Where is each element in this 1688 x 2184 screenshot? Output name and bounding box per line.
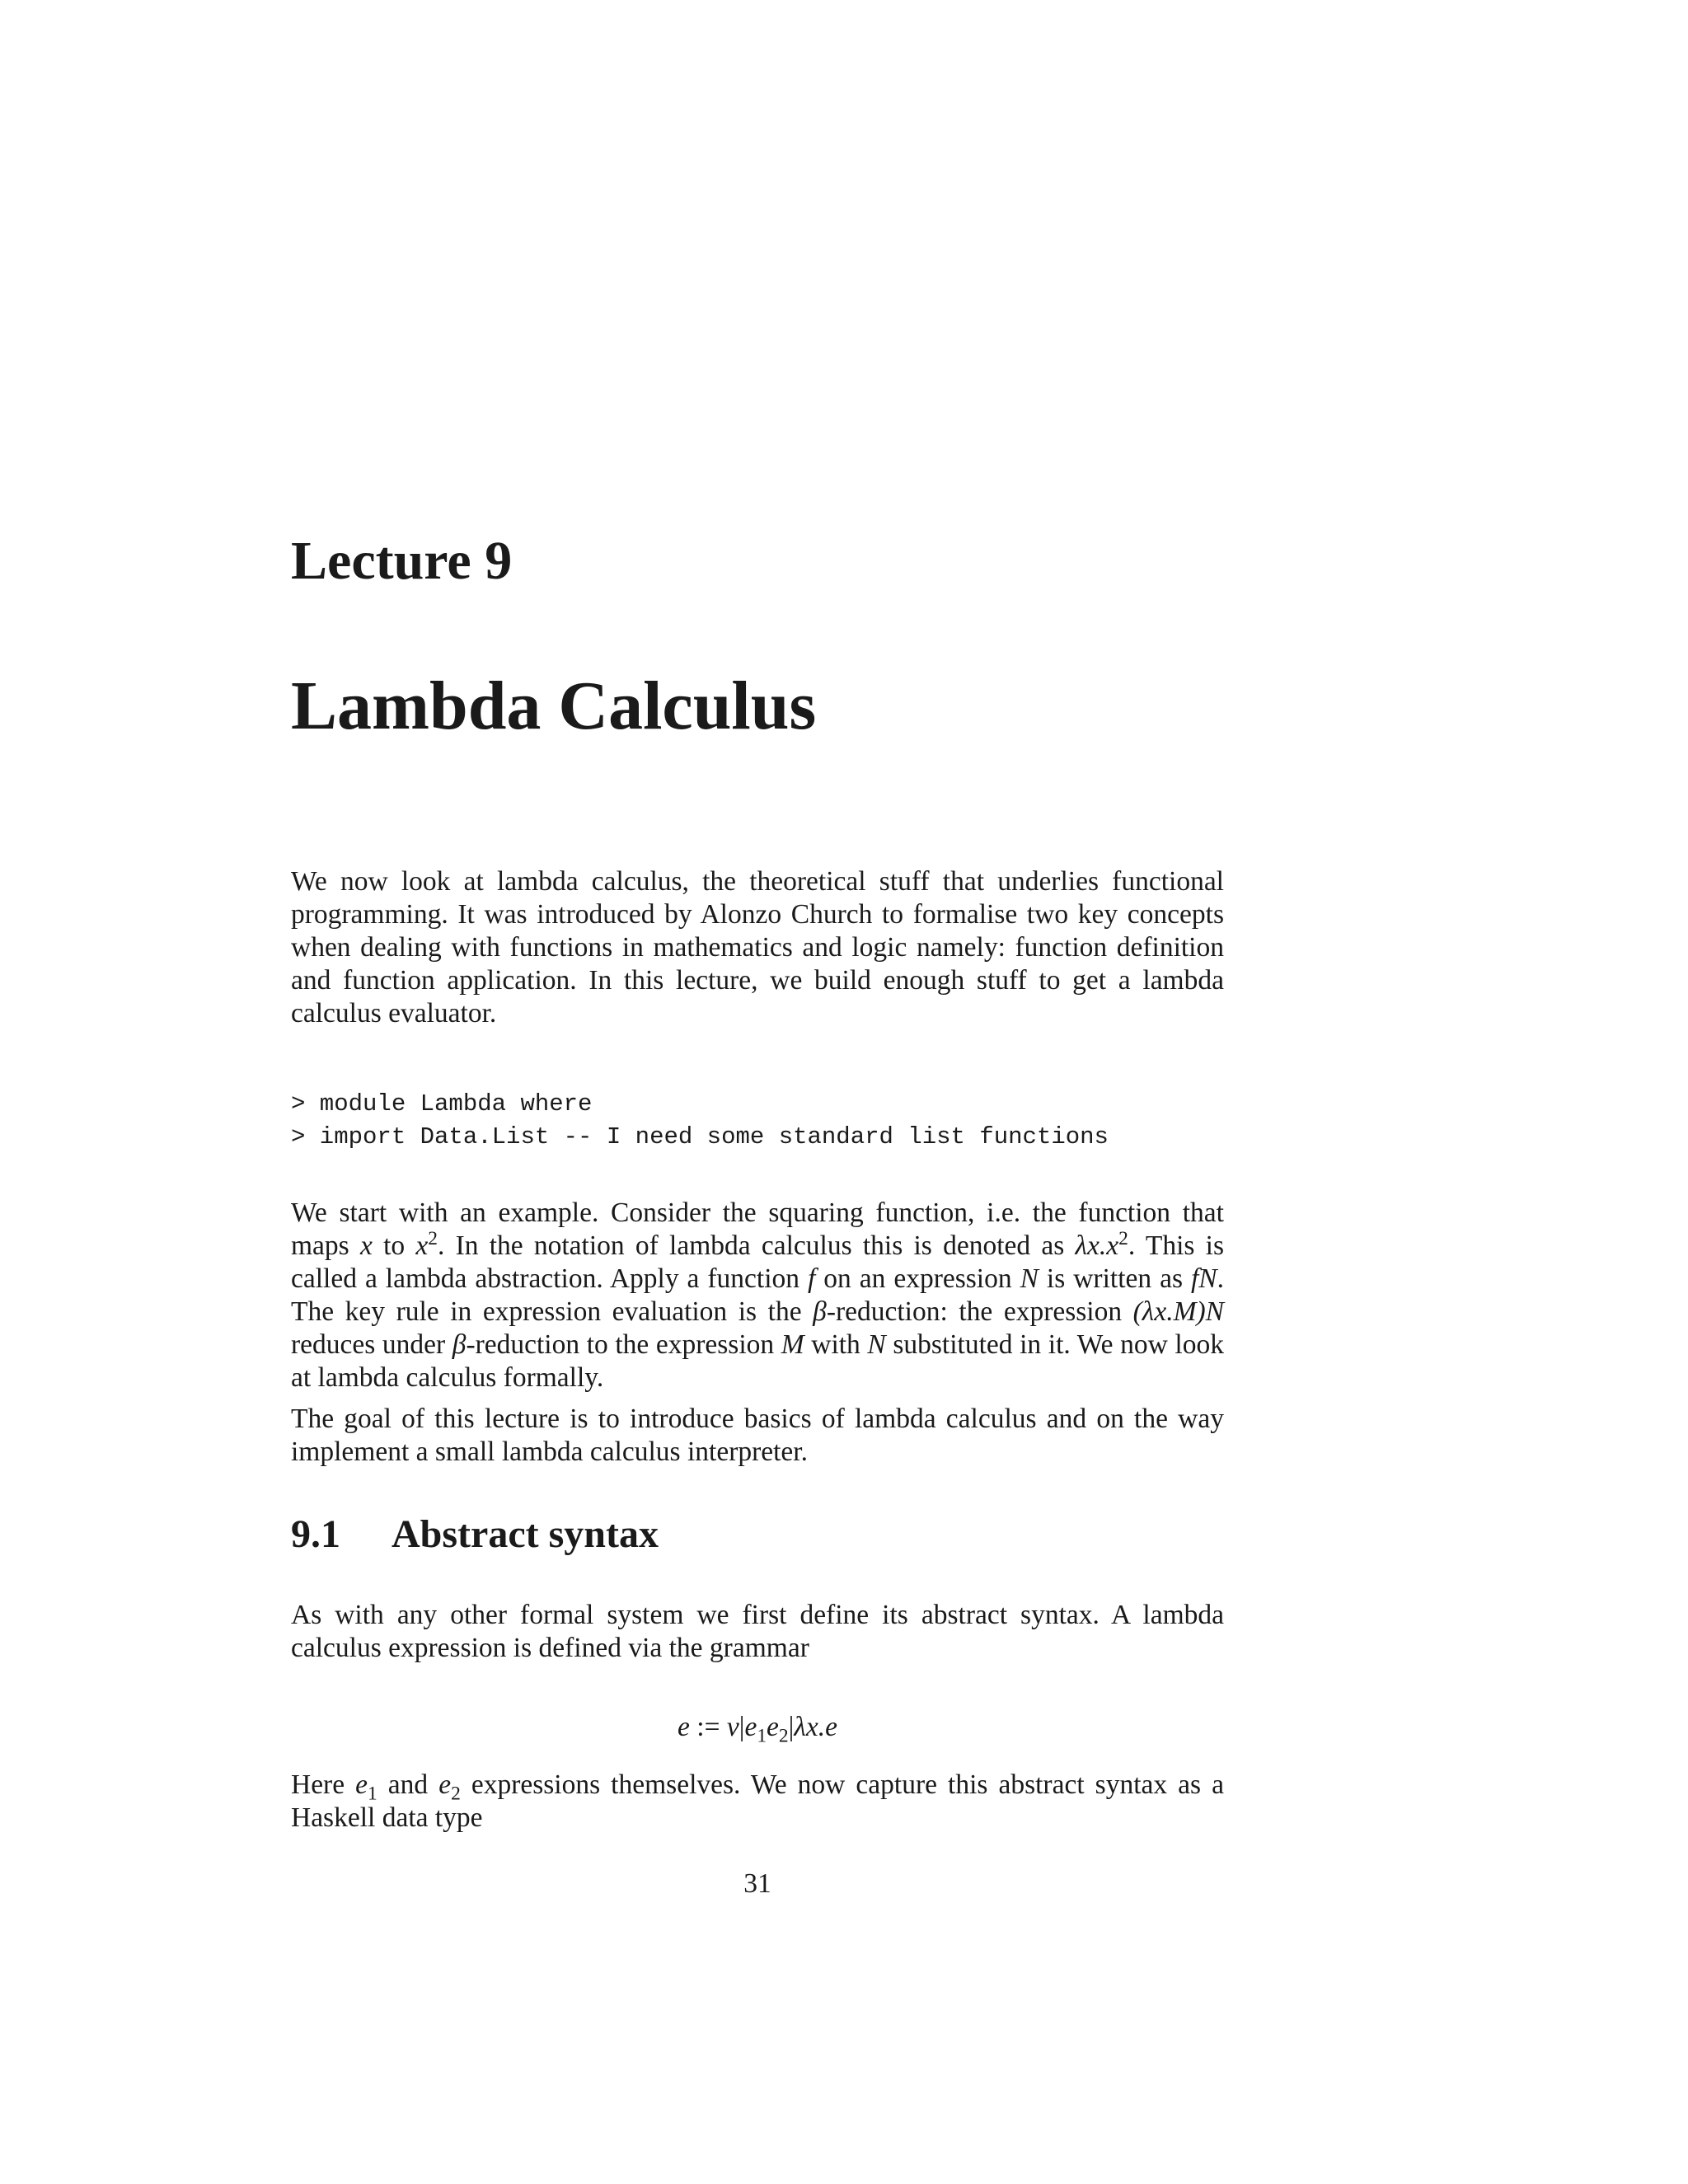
- here-paragraph-block: [291, 1769, 1224, 1835]
- code-line-1: > module Lambda where: [291, 1090, 593, 1118]
- goal-paragraph-block: [291, 1403, 1224, 1469]
- chapter-title: Lambda Calculus: [291, 668, 817, 744]
- syntax-paragraph-block: [291, 1599, 1224, 1665]
- code-line-2: > import Data.List -- I need some standard list functions: [291, 1123, 1109, 1151]
- example-paragraph: We start with an example. Consider the squaring function, i.e. the function that maps x to $x^2$. In the notation of lambda calculus this is denoted as $\lambda x.x^2$. This is called a lambda abstraction. Apply a function f on an expression N is written as fN. The key rule in expression evaluation is the β-reduction: the expression (λx.M)N reduces under β-reduction to the expression M with N substituted in it. We now look at lambda calculus formally.: [291, 1197, 1225, 1393]
- grammar-equation: e := $v|e_1e_2|\lambda x.e$: [678, 1712, 837, 1747]
- example-paragraph-block: [291, 1197, 1224, 1394]
- section-heading: [291, 1512, 659, 1556]
- intro-paragraph: We now look at lambda calculus, the theoretical stuff that underlies functional programming. It was introduced by Alonzo Church to formalise two key concepts when dealing with functions in mathematics and logic namely: function definition and function application. In this lecture, we build enough stuff to get a lambda calculus evaluator.: [291, 866, 1224, 1029]
- chapter-label: Lecture 9: [291, 531, 513, 591]
- syntax-paragraph: As with any other formal system we first define its abstract syntax. A lambda calculus expression is defined via the grammar: [291, 1600, 1224, 1663]
- section-number: 9.1: [291, 1512, 340, 1556]
- page-number: 31: [743, 1868, 771, 1899]
- intro-paragraph-block: [291, 865, 1224, 1030]
- here-paragraph: Here $e_1$ and $e_2$ expressions themselves. We now capture this abstract syntax as a Haskell data type: [291, 1769, 1224, 1833]
- goal-paragraph: The goal of this lecture is to introduce basics of lambda calculus and on the way implement a small lambda calculus interpreter.: [291, 1404, 1224, 1467]
- section-title: Abstract syntax: [392, 1512, 659, 1556]
- code-block: [291, 1088, 1224, 1154]
